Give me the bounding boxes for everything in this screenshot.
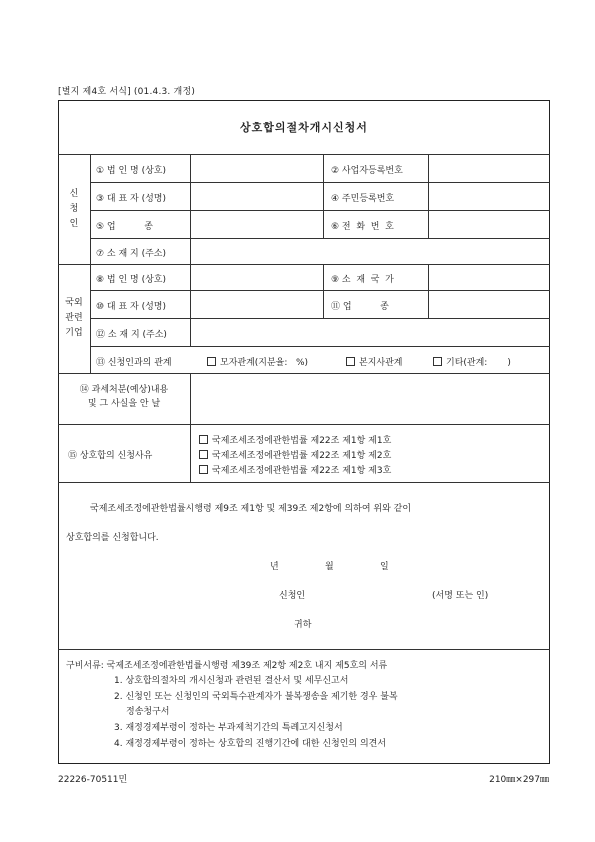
foreign-related-group-label: 국외 관련 기업	[65, 298, 83, 338]
applicant-corp-name-label: ① 법 인 명 (상호)	[96, 166, 167, 176]
foreign-country-label: ⑨ 소 재 국 가	[331, 275, 394, 285]
applicant-address-label: ⑦ 소 재 지 (주소)	[96, 249, 167, 259]
date-year-label: 년	[270, 562, 279, 572]
reason-option-1[interactable]: 국제조세조정에관한법률 제22조 제1항 제1호	[199, 433, 391, 446]
applicant-address-field[interactable]	[191, 239, 549, 263]
applicant-resident-reg-field[interactable]	[429, 183, 549, 209]
applicant-business-type-field[interactable]	[191, 211, 322, 237]
divider	[323, 264, 324, 318]
attachment-item: 2. 신청인 또는 신청인의 국외특수관계자가 불복쟁송을 제기한 경우 불복	[114, 692, 398, 702]
applicant-business-type-label: ⑤ 업 종	[96, 222, 153, 232]
signer-label: 신청인	[279, 591, 306, 601]
divider	[58, 482, 550, 483]
date-month-label: 월	[325, 562, 334, 572]
statement-line-2: 상호합의를 신청합니다.	[66, 533, 159, 543]
foreign-corp-name-label: ⑧ 법 인 명 (상호)	[96, 275, 167, 285]
paper-size: 210㎜×297㎜	[489, 775, 549, 785]
checkbox-icon[interactable]	[199, 465, 208, 474]
relation-option-parent-sub[interactable]: 모자관계(지분율: %)	[207, 355, 308, 368]
attachment-item: 4. 재정경제부령이 정하는 상호합의 진행기간에 대한 신청인의 의견서	[114, 739, 387, 749]
divider	[58, 649, 550, 650]
foreign-country-field[interactable]	[429, 265, 549, 289]
applicant-representative-label: ③ 대 표 자 (성명)	[96, 194, 167, 204]
signature-hint: (서명 또는 인)	[432, 591, 489, 601]
applicant-biz-reg-label: ② 사업자등록번호	[331, 166, 403, 176]
applicant-representative-field[interactable]	[191, 183, 322, 209]
divider	[323, 154, 324, 238]
foreign-business-type-label: ⑪ 업 종	[331, 302, 389, 312]
divider	[90, 346, 550, 347]
reason-label: ⑮ 상호합의 신청사유	[68, 451, 153, 461]
divider	[190, 424, 191, 482]
foreign-representative-field[interactable]	[191, 291, 322, 317]
checkbox-icon[interactable]	[199, 450, 208, 459]
form-code: 22226-70511민	[58, 775, 128, 785]
attachments-heading: 구비서류: 국제조세조정에관한법률시행령 제39조 제2항 제2호 내지 제5호의 서류	[66, 661, 388, 671]
page-title: 상호합의절차개시신청서	[240, 121, 368, 134]
applicant-resident-reg-label: ④ 주민등록번호	[331, 194, 395, 204]
date-day-label: 일	[380, 562, 389, 572]
attachment-item-continued: 정송청구서	[126, 707, 170, 717]
checkbox-icon[interactable]	[433, 357, 442, 366]
reason-option-3[interactable]: 국제조세조정에관한법률 제22조 제1항 제3호	[199, 463, 391, 476]
foreign-corp-name-field[interactable]	[191, 265, 322, 289]
checkbox-icon[interactable]	[207, 357, 216, 366]
reason-option-2[interactable]: 국제조세조정에관한법률 제22조 제1항 제2호	[199, 448, 391, 461]
relation-label: ⑬ 신청인과의 관계	[96, 358, 172, 368]
checkbox-icon[interactable]	[346, 357, 355, 366]
relation-option-other[interactable]: 기타(관계: )	[433, 355, 511, 368]
foreign-address-field[interactable]	[191, 319, 549, 345]
form-header: [별지 제4호 서식] (01.4.3. 개정)	[58, 87, 196, 97]
signature-field[interactable]	[318, 584, 428, 600]
foreign-business-type-field[interactable]	[429, 291, 549, 317]
checkbox-icon[interactable]	[199, 435, 208, 444]
divider	[58, 424, 550, 425]
foreign-address-label: ⑫ 소 재 지 (주소)	[96, 330, 167, 340]
divider	[90, 154, 91, 373]
relation-option-branch[interactable]: 본지사관계	[346, 355, 402, 368]
applicant-corp-name-field[interactable]	[191, 155, 322, 181]
applicant-group-label: 신 청 인	[69, 189, 79, 229]
tax-disposition-label: ⑭ 과세처분(예상)내용 및 그 사실을 안 날	[79, 385, 169, 409]
statement-line-1: 국제조세조정에관한법률시행령 제9조 제1항 및 제39조 제2항에 의하여 위와 같이	[90, 504, 412, 514]
foreign-representative-label: ⑩ 대 표 자 (성명)	[96, 302, 167, 312]
applicant-phone-label: ⑥ 전 화 번 호	[331, 222, 394, 232]
attachment-item: 3. 재정경제부령이 정하는 부과제척기간의 특례고지신청서	[114, 723, 343, 733]
applicant-biz-reg-field[interactable]	[429, 155, 549, 181]
applicant-phone-field[interactable]	[429, 211, 549, 237]
tax-disposition-field[interactable]	[191, 374, 549, 423]
addressee-label: 귀하	[294, 620, 312, 630]
attachment-item: 1. 상호합의절차의 개시신청과 관련된 결산서 및 세무신고서	[114, 676, 349, 686]
